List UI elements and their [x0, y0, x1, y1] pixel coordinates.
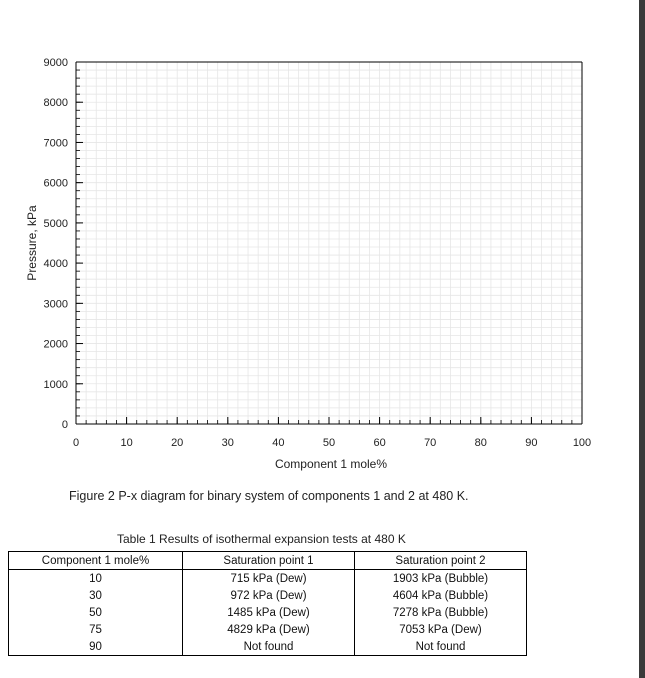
x-tick-label: 50 — [322, 437, 336, 449]
y-tick-label: 2000 — [43, 338, 68, 351]
x-tick-label: 60 — [373, 437, 386, 449]
x-tick-label: 20 — [171, 437, 184, 449]
table-row — [9, 638, 527, 656]
table-row — [9, 570, 527, 588]
table-row — [9, 587, 527, 604]
header-saturation-point-2: Saturation point 2 — [355, 552, 527, 570]
table-title: Table 1 Results of isothermal expansion tests at 480 K — [117, 532, 406, 546]
table-row — [9, 604, 527, 621]
y-tick-label: 4000 — [43, 258, 68, 271]
y-tick-label: 7000 — [43, 137, 68, 150]
header-saturation-point-1: Saturation point 1 — [183, 552, 355, 570]
y-tick-label: 3000 — [43, 298, 68, 311]
x-tick-label: 30 — [221, 437, 234, 449]
cell-sat1: 4829 kPa (Dew) — [183, 621, 355, 638]
header-component-mole: Component 1 mole% — [9, 552, 183, 570]
table-header-row — [9, 552, 527, 570]
cell-sat2: 7278 kPa (Bubble) — [355, 604, 527, 621]
y-tick-label: 9000 — [43, 57, 68, 69]
cell-sat1: Not found — [183, 638, 355, 656]
cell-sat2: 4604 kPa (Bubble) — [355, 587, 527, 604]
y-tick-label: 5000 — [43, 217, 68, 230]
cell-mole: 50 — [9, 604, 183, 621]
cell-sat1: 715 kPa (Dew) — [183, 570, 355, 588]
x-tick-label: 100 — [572, 437, 592, 449]
x-tick-label: 10 — [120, 437, 133, 449]
cell-mole: 75 — [9, 621, 183, 638]
cell-sat2: 1903 kPa (Bubble) — [355, 570, 527, 588]
cell-sat1: 1485 kPa (Dew) — [183, 604, 355, 621]
cell-mole: 10 — [9, 570, 183, 588]
x-tick-label: 90 — [525, 437, 538, 449]
cell-sat2: 7053 kPa (Dew) — [355, 621, 527, 638]
y-tick-label: 1000 — [43, 378, 68, 391]
cell-mole: 30 — [9, 587, 183, 604]
x-tick-label: 40 — [272, 437, 285, 449]
x-tick-label: 80 — [474, 437, 487, 449]
table-row — [9, 621, 527, 638]
results-table — [8, 551, 527, 656]
y-axis-title: Pressure, kPa — [25, 205, 39, 281]
x-tick-label: 0 — [72, 437, 80, 449]
y-tick-label: 8000 — [43, 97, 68, 110]
figure-caption: Figure 2 P-x diagram for binary system of components 1 and 2 at 480 K. — [69, 489, 469, 503]
window-scrollbar[interactable] — [639, 0, 645, 678]
cell-mole: 90 — [9, 638, 183, 656]
y-tick-label: 0 — [61, 419, 68, 431]
x-tick-label: 70 — [424, 437, 437, 449]
cell-sat1: 972 kPa (Dew) — [183, 587, 355, 604]
x-axis-title: Component 1 mole% — [274, 457, 388, 471]
y-tick-label: 6000 — [43, 177, 68, 190]
chart-grid — [76, 62, 582, 424]
cell-sat2: Not found — [355, 638, 527, 656]
